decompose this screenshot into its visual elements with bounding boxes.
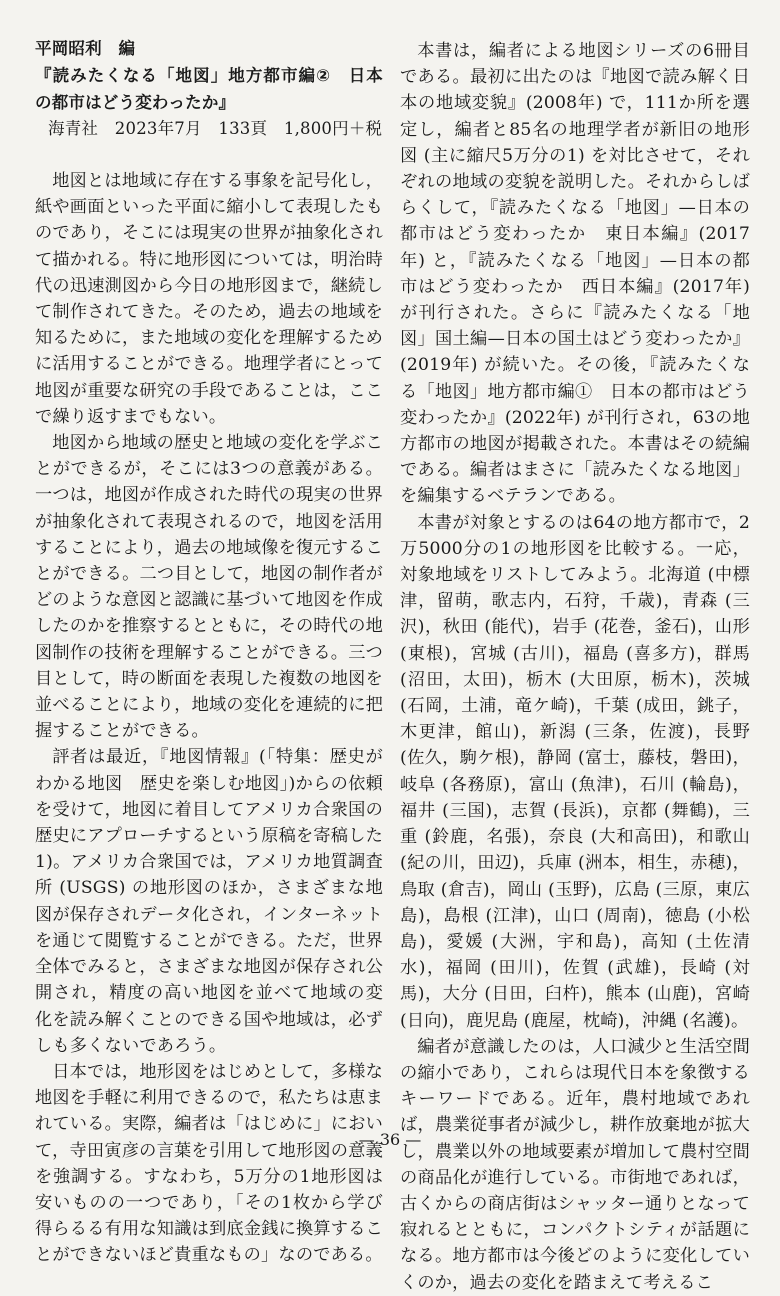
publication-info: 海青社 2023年7月 133頁 1,800円＋税 [48, 119, 383, 138]
page-number: — 36 — [358, 1130, 422, 1149]
right-column [400, 38, 750, 1296]
paragraph: 本書は，編者による地図シリーズの6冊目である。最初に出たのは『地図で読み解く日本の地域変貌』(2008年) で，111か所を選定し，編者と85名の地理学者が新旧の地形図 (主に縮尺5万分の1) を対比させて，それぞれの地域の変貌を説明した。それからしばらくして，『読みたくなる「地図」—日本の都市はどう変わったか 東日本編』(2017年) と，『読みたくなる「地図」—日本の都市はどう変わったか 西日本編』(2017年) が刊行された。さらに『読みたくなる「地図」国土編—日本の国土はどう変わったか』(2019年) が続いた。その後，『読みたくなる「地図」地方都市編① 日本の都市はどう変わったか』(2022年) が刊行され，63の地方都市の地図が掲載された。本書はその続編である。編者はまさに「読みたくなる地図」を編集するベテランである。 [400, 41, 750, 507]
paragraph: 本書が対象とするのは64の地方都市で，2万5000分の1の地形図を比較する。一応，対象地域をリストしてみよう。北海道 (中標津，留萌，歌志内，石狩，千歳)，青森 (三沢)，秋田 (能代)，岩手 (花巻，釜石)，山形 (東根)，宮城 (古川)，福島 (喜多方)，群馬 (沼田，太田)，栃木 (大田原，栃木)，茨城 (石岡，土浦，竜ケ崎)，千葉 (成田，銚子，木更津，館山)，新潟 (三条，佐渡)，長野 (佐久，駒ケ根)，静岡 (富士，藤枝，磐田)，岐阜 (各務原)，富山 (魚津)，石川 (輪島)，福井 (三国)，志賀 (長浜)，京都 (舞鶴)，三重 (鈴鹿，名張)，奈良 (大和高田)，和歌山 (紀の川，田辺)，兵庫 (洲本，相生，赤穂)，鳥取 (倉吉)，岡山 (玉野)，広島 (三原，東広島)，島根 (江津)，山口 (周南)，徳島 (小松島)，愛媛 (大洲，宇和島)，高知 (土佐清水)，福岡 (田川)，佐賀 (武雄)，長崎 (対馬)，大分 (日田，臼杵)，熊本 (山鹿)，宮崎 (日向)，鹿児島 (鹿屋，枕崎)，沖縄 (名護)。 [400, 512, 750, 1031]
paragraph: 日本では，地形図をはじめとして，多様な地図を手軽に利用できるので，私たちは恵まれている。実際，編者は「はじめに」において，寺田寅彦の言葉を引用して地形図の意義を強調する。すなわち，5万分の1地形図は安いものの一つであり，「その1枚から学び得らるる有用な知識は到底金銭に換算することができないほど貴重なもの」なのである。 [35, 1061, 383, 1266]
paragraph: 地図とは地域に存在する事象を記号化し，紙や画面といった平面に縮小して表現したものであり，そこには現実の世界が抽象化されて描かれる。特に地形図については，明治時代の迅速測図から今日の地形図まで，継続して制作されてきた。そのため，過去の地域を知るために，また地域の変化を理解するために活用することができる。地理学者にとって地図が重要な研究の手段であることは，ここで繰り返すまでもない。 [35, 171, 383, 427]
paragraph: 編者が意識したのは，人口減少と生活空間の縮小であり，これらは現代日本を象徴するキーワードである。近年，農村地域であれば，農業従事者が減少し，耕作放棄地が拡大し，農業以外の地域要素が増加して農村空間の商品化が進行している。市街地であれば，古くからの商店街はシャッター通りとなって寂れるとともに，コンパクトシティが話題になる。地方都市は今後どのように変化していくのか，過去の変化を踏まえて考えるこ [400, 1036, 750, 1293]
paragraph: 評者は最近，『地図情報』(「特集：歴史がわかる地図 歴史を楽しむ地図」)からの依頼を受けて，地図に着目してアメリカ合衆国の歴史にアプローチするという原稿を寄稿した1)。アメリカ合衆国では，アメリカ地質調査所 (USGS) の地形図のほか，さまざまな地図が保存されデータ化され，インターネットを通じて閲覧することができる。ただ，世界全体でみると，さまざまな地図が保存され公開され，精度の高い地図を並べて地域の変化を読み解くことのできる国や地域は，必ずしも多くないであろう。 [35, 747, 383, 1056]
left-column [35, 36, 383, 1269]
book-title: 『読みたくなる「地図」地方都市編② 日本の都市はどう変わったか』 [35, 66, 383, 112]
paragraph: 地図から地域の歴史と地域の変化を学ぶことができるが，そこには3つの意義がある。一つは，地図が作成された時代の現実の世界が抽象化されて表現されるので，地図を活用することにより，過去の地域像を復元することができる。二つ目として，地図の制作者がどのような意図と認識に基づいて地図を作成したのかを推察するとともに，その時代の地図制作の技術を理解することができる。三つ目として，時の断面を表現した複数の地図を並べることにより，地域の変化を連続的に把握することができる。 [35, 433, 383, 742]
review-author: 平岡昭利 編 [35, 39, 136, 58]
